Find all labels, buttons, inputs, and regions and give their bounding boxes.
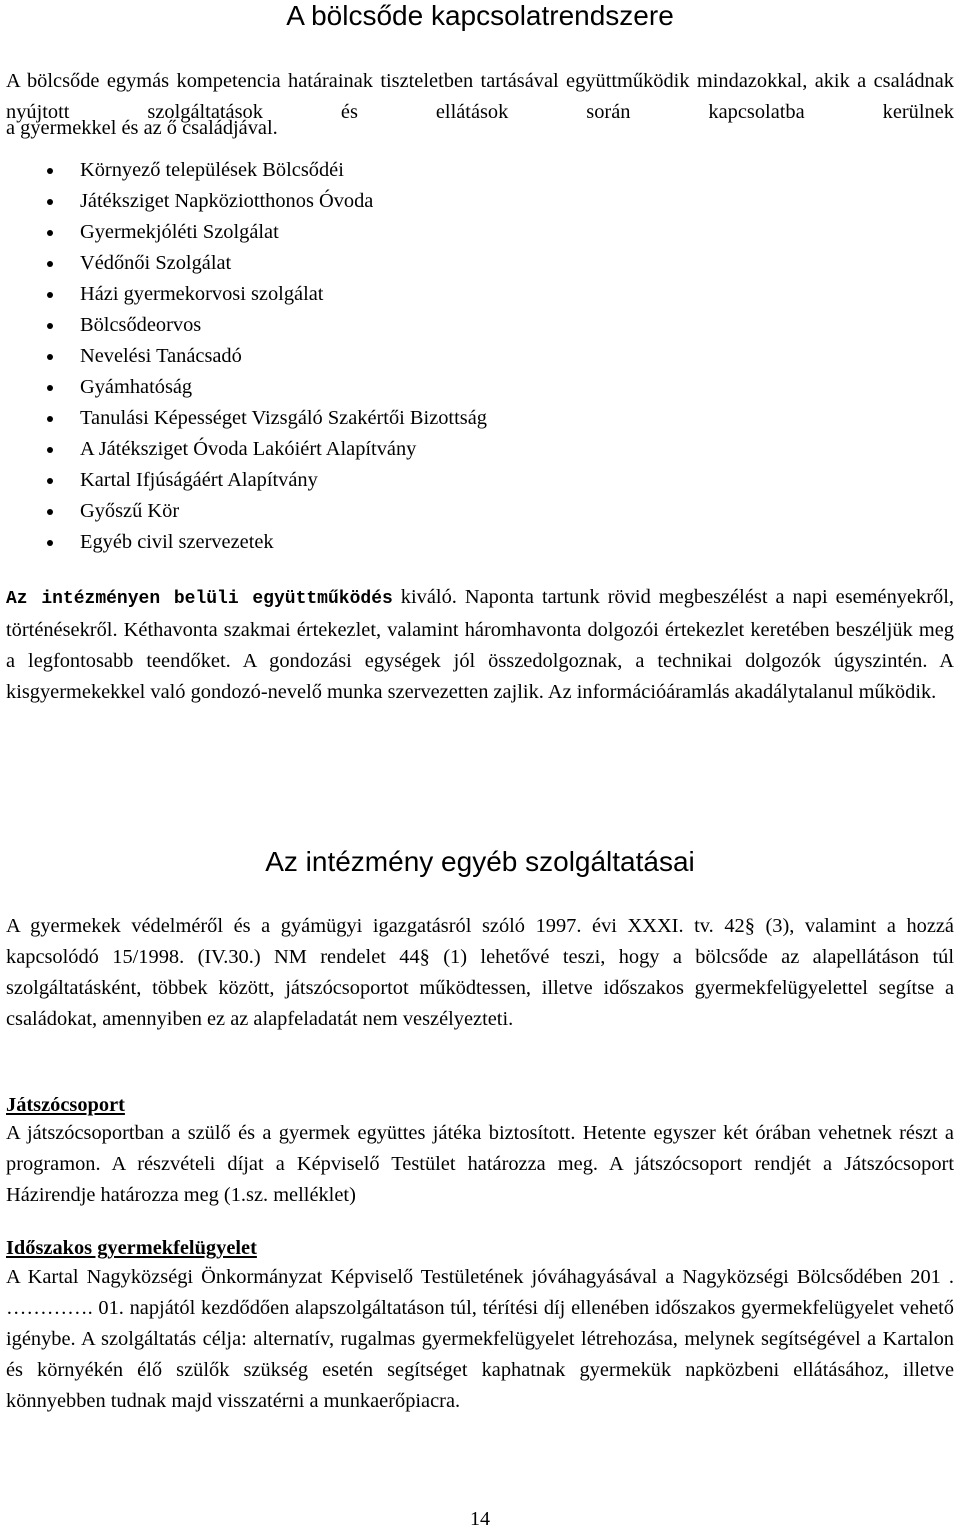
list-item: Védőnői Szolgálat bbox=[6, 248, 487, 279]
bullet-icon bbox=[47, 385, 53, 391]
list-item: Nevelési Tanácsadó bbox=[6, 341, 487, 372]
daycare-paragraph: A Kartal Nagyközségi Önkormányzat Képviselő Testületének jóváhagyásával a Nagyközségi Bölcsődében 201 . …………. 01. napjától kezdődően alapszolgáltatáson túl, térítési díj ellenében időszakos gyermekfelügyelet vehető igénybe. A szolgáltatás célja: alternatív, rugalmas gyermekfelügyelet létrehozása, melynek segítségével a Kartalon és környékén élő szülők szükség esetén segítséget kaphatnak gyermekük napközbeni ellátásához, illetve könnyebben tudnak majd visszatérni a munkaerőpiacra. bbox=[6, 1266, 954, 1412]
cooperation-text: kiváló. Naponta tartunk rövid megbeszélést a napi eseményekről, történésekről. Kéthavonta szakmai értekezlet, valamint háromhavonta dolgozói értekezlet keretében beszéljük meg a legfontosabb teendőket. A gondozási egységek jól összedolgoznak, a technikai dolgozók úgyszintén. A kisgyermekekkel való gondozó-nevelő munka szervezetten zajlik. Az információáramlás akadálytalanul működik. bbox=[6, 586, 954, 703]
bullet-icon bbox=[47, 292, 53, 298]
bullet-icon bbox=[47, 199, 53, 205]
bullet-icon bbox=[47, 323, 53, 329]
list-item: Játéksziget Napköziotthonos Óvoda bbox=[6, 186, 487, 217]
list-item: Győszű Kör bbox=[6, 496, 487, 527]
daycare-title: Időszakos gyermekfelügyelet bbox=[6, 1237, 257, 1259]
list-item: Házi gyermekorvosi szolgálat bbox=[6, 279, 487, 310]
bullet-icon bbox=[47, 168, 53, 174]
bullet-icon bbox=[47, 509, 53, 515]
partner-list bbox=[6, 155, 487, 558]
list-item: Egyéb civil szervezetek bbox=[6, 527, 487, 558]
bullet-icon bbox=[47, 416, 53, 422]
cooperation-lead: Az intézményen belüli együttműködés bbox=[6, 589, 393, 609]
bullet-icon bbox=[47, 354, 53, 360]
list-item: Tanulási Képességet Vizsgáló Szakértői Bizottság bbox=[6, 403, 487, 434]
intro-paragraph: A bölcsőde egymás kompetencia határainak tiszteletben tartásával együttműködik mindazokkal, akik a családnak nyújtott szolgáltatások és ellátások során kapcsolatba kerülnek bbox=[6, 70, 954, 123]
page-number: 14 bbox=[470, 1508, 490, 1530]
section-heading-services: Az intézmény egyéb szolgáltatásai bbox=[265, 846, 695, 877]
cooperation-paragraph bbox=[6, 582, 954, 708]
list-item: Gyermekjóléti Szolgálat bbox=[6, 217, 487, 248]
playgroup-paragraph: A játszócsoportban a szülő és a gyermek együttes játéka biztosított. Hetente egyszer két órában vehetnek részt a programon. A részvételi díjat a Képviselő Testület határozza meg. A játszócsoport rendjét a Játszócsoport Házirendje határozza meg (1.sz. melléklet) bbox=[6, 1122, 954, 1206]
list-item: Gyámhatóság bbox=[6, 372, 487, 403]
bullet-icon bbox=[47, 478, 53, 484]
intro-paragraph-end: a gyermekkel és az ő családjával. bbox=[6, 117, 278, 139]
bullet-icon bbox=[47, 540, 53, 546]
bullet-icon bbox=[47, 447, 53, 453]
list-item: A Játéksziget Óvoda Lakóiért Alapítvány bbox=[6, 434, 487, 465]
list-item: Kartal Ifjúságáért Alapítvány bbox=[6, 465, 487, 496]
list-item: Környező települések Bölcsődéi bbox=[6, 155, 487, 186]
services-paragraph: A gyermekek védelméről és a gyámügyi igazgatásról szóló 1997. évi XXXI. tv. 42§ (3), valamint a hozzá kapcsolódó 15/1998. (IV.30.) NM rendelet 44§ (1) lehetővé teszi, hogy a bölcsőde az alapellátáson túl szolgáltatásként, többek között, játszócsoportot működtessen, illetve időszakos gyermekfelügyelettel segítse a családokat, amennyiben ez az alapfeladatát nem veszélyezteti. bbox=[6, 915, 954, 1030]
bullet-icon bbox=[47, 261, 53, 267]
section-heading-relations: A bölcsőde kapcsolatrendszere bbox=[286, 0, 674, 31]
list-item: Bölcsődeorvos bbox=[6, 310, 487, 341]
playgroup-title: Játszócsoport bbox=[6, 1094, 125, 1116]
bullet-icon bbox=[47, 230, 53, 236]
